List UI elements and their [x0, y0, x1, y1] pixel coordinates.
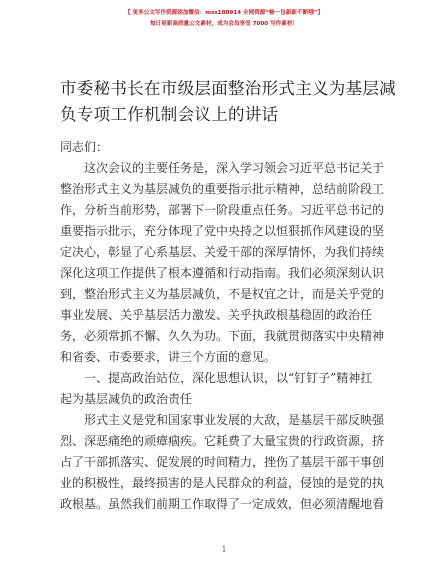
- title-line: 负专项工作机制会议上的讲话: [60, 105, 279, 124]
- body-line: 政根基。虽然我们前期工作取得了一定成效，但必须清醒地看: [60, 497, 385, 511]
- body-line: 业的积极性，最终损害的是人民群众的利益，侵蚀的是党的执: [60, 476, 385, 490]
- body-line: 和省委、市委要求，讲三个方面的意见。: [60, 350, 277, 364]
- body-line: 深化这项工作提供了根本遵循和行动指南。我们必须深刻认识: [60, 266, 385, 280]
- banner-line-subscribe: 每日更新高质量公文素材，成为会员享受 7000 写作素材！: [149, 21, 299, 27]
- body-line: 事业发展、关乎基层活力激发、关乎执政根基稳固的政治任: [60, 308, 373, 322]
- body-line: 到，整治形式主义为基层减负，不是权宜之计，而是关乎党的: [60, 287, 385, 301]
- body-line: 烈、深恶痛绝的顽瘴痼疾。它耗费了大量宝贵的行政资源，挤: [60, 434, 385, 448]
- banner-line-promo: 【 更多公文写作资源添加微信：mss180914 全网资源“畅一包新新不断哦”】: [124, 10, 324, 16]
- body-line: 整治形式主义为基层减负的重要指示批示精神，总结前阶段工: [60, 182, 385, 196]
- body-line: 形式主义是党和国家事业发展的大敌，是基层干部反映强: [60, 413, 385, 427]
- page-number: 1: [221, 545, 227, 554]
- document-body: [60, 137, 400, 515]
- section-heading-line: 一、提高政治站位，深化思想认识，以“钉钉子”精神扛: [60, 371, 373, 385]
- section-heading-line: 起为基层减负的政治责任: [60, 392, 193, 406]
- body-line: 这次会议的主要任务是，深入学习领会习近平总书记关于: [60, 161, 385, 175]
- document-title: [60, 76, 396, 128]
- header-banner: [0, 8, 448, 30]
- body-line: 作，分析当前形势，部署下一阶段重点任务。习近平总书记的: [60, 203, 385, 217]
- body-line: 占了干部抓落实、促发展的时间精力，挫伤了基层干部干事创: [60, 455, 385, 469]
- body-line: 重要指示批示，充分体现了党中央持之以恒狠抓作风建设的坚: [60, 224, 385, 238]
- title-line: 市委秘书长在市级层面整治形式主义为基层减: [60, 79, 396, 98]
- body-line: 务，必须常抓不懈、久久为功。下面，我就贯彻落实中央精神: [60, 329, 385, 343]
- salutation: 同志们：: [60, 140, 109, 154]
- body-line: 定决心，彰显了心系基层、关爱干部的深厚情怀，为我们持续: [60, 245, 385, 259]
